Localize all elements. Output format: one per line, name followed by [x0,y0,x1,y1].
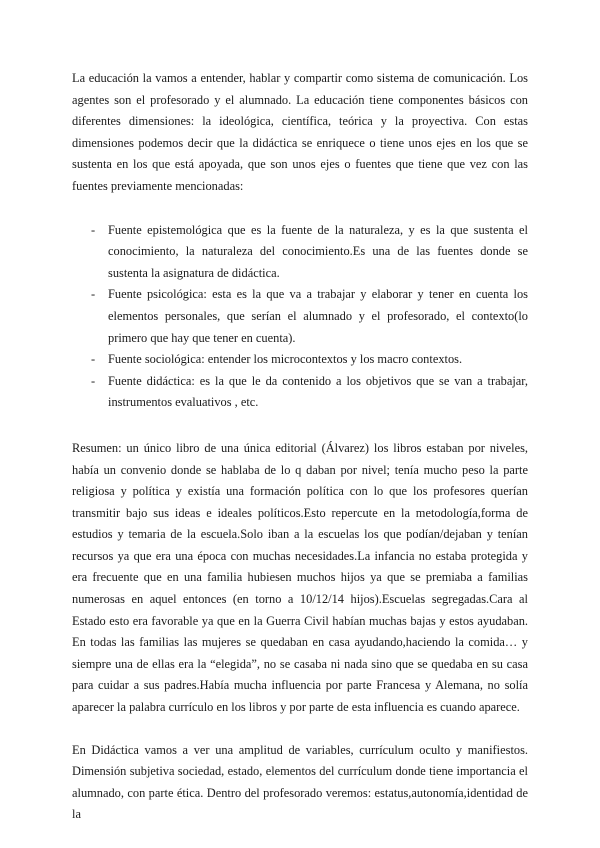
list-item-text: Fuente sociológica: entender los microcontextos y los macro contextos. [108,352,463,367]
intro-paragraph: La educación la vamos a entender, hablar y compartir como sistema de comunicación. Los agentes son el profesorado y el alumnado. La educación tiene componentes básicos con diferentes dimensiones: la ideológica, científica, teórica y la proyectiva. Con estas dimensiones podemos decir que la didáctica se enriquece o tiene unos ejes en los que se sustenta en los que está apoyada, que son unos ejes o fuentes que tiene que vez con las fuentes previamente mencionadas: [72,71,528,193]
bullet-dash: - [91,287,96,302]
list-item-text: Fuente didáctica: es la que le da contenido a los objetivos que se van a trabajar, instrumentos evaluativos , etc. [108,373,528,410]
list-item [72,349,528,371]
document-body [72,68,528,826]
didactica-paragraph: En Didáctica vamos a ver una amplitud de variables, currículum oculto y manifiestos. Dimensión subjetiva sociedad, estado, elementos del currículum donde tiene importancia el alumnado, con parte ética. Dentro del profesorado veremos: estatus,autonomía,identidad de la [72,742,528,822]
resumen-paragraph: Resumen: un único libro de una única editorial (Álvarez) los libros estaban por niveles, había un convenio donde se hablaba de lo q daban por nivel; tenía mucho peso la parte religiosa y política y existía una formación política con lo que los profesores querían transmitir bajo sus ideas e ideales políticos.Esto repercute en la metodología,forma de estudios y temaria de la escuela.Solo iban a la escuelas los que podían/dejaban y tenían recursos ya que era una época con muchas necesidades.La infancia no estaba protegida y era frecuente que en una familia hubiesen muchos hijos ya que se premiaba a familias numerosas en aquel entonces (en torno a 10/12/14 hijos).Escuelas segregadas.Cara al Estado esto era favorable ya que en la Guerra Civil habían muchas bajas y estos ayudaban. En todas las familias las mujeres se quedaban en casa ayudando,haciendo la comida… y siempre una de ellas era la “elegida”, no se casaba ni nada sino que se quedaba en su casa para cuidar a sus padres.Había mucha influencia por parte Francesa y Alemana, no solía aparecer la palabra currículo en los libros y por parte de esta influencia es cuando aparece. [72,440,528,715]
bullet-dash: - [91,373,96,388]
sources-list [72,220,528,414]
bullet-dash: - [91,352,96,367]
paragraph-spacer [72,414,528,438]
list-item [72,284,528,349]
paragraph-spacer [72,198,528,220]
list-item [72,371,528,414]
paragraph-spacer [72,719,528,740]
list-item-text: Fuente psicológica: esta es la que va a trabajar y elaborar y tener en cuenta los elementos personales, que serían el alumnado y el profesorado, el contexto(lo primero que hay que tener en cuenta). [108,287,528,345]
list-item [72,220,528,285]
list-item-text: Fuente epistemológica que es la fuente de la naturaleza, y es la que sustenta el conocimiento, la naturaleza del conocimiento.Es una de las fuentes donde se sustenta la asignatura de didáctica. [108,222,528,280]
bullet-dash: - [91,222,96,237]
